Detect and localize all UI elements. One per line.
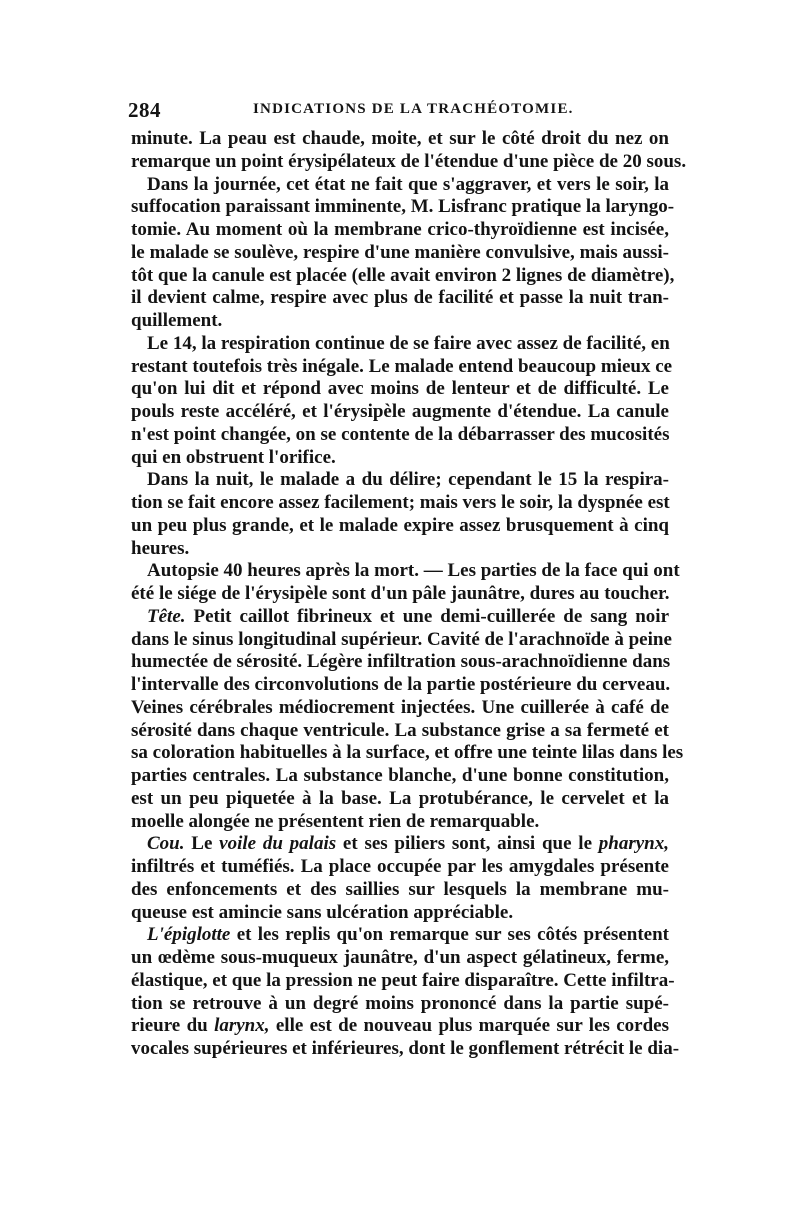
text-line	[131, 1038, 680, 1061]
text-line	[131, 378, 669, 401]
text-line	[131, 788, 669, 811]
text-line	[131, 515, 669, 538]
text-segment: tion se fait encore assez facilement; mais vers le soir, la dyspnée est	[131, 492, 670, 513]
text-segment: tomie. Au moment où la membrane crico-thyroïdienne est incisée,	[131, 219, 669, 240]
text-line	[131, 492, 669, 515]
text-segment: Autopsie 40 heures après la mort. — Les parties de la face qui ont	[147, 560, 680, 582]
text-line	[131, 969, 675, 993]
text-segment: Petit caillot fibrineux et une demi-cuillerée de sang noir	[185, 605, 669, 627]
text-segment: le malade se soulève, respire d'une manière convulsive, mais aussi-	[131, 241, 669, 263]
italic-text-segment: L'épiglotte	[147, 924, 231, 946]
text-segment: un œdème sous-muqueux jaunâtre, d'un aspect gélatineux, ferme,	[131, 947, 669, 968]
running-head: INDICATIONS DE LA TRACHÉOTOMIE.	[253, 101, 574, 117]
text-segment: Le 14, la respiration continue de se faire avec assez de facilité, en	[147, 332, 670, 354]
text-segment: quillement.	[131, 310, 223, 331]
text-segment: elle est de nouveau plus marquée sur les cordes	[269, 1015, 670, 1037]
text-segment: humectée de sérosité. Légère infiltration sous-arachnoïdienne dans	[131, 651, 671, 673]
text-segment: été le siége de l'érysipèle sont d'un pâle jaunâtre, dures au toucher.	[131, 583, 670, 604]
text-segment: des enfoncements et des saillies sur lesquels la membrane mu-	[131, 878, 669, 900]
text-line	[131, 742, 684, 765]
text-line	[131, 242, 669, 265]
text-segment: tion se retrouve à un degré moins prononcé dans la partie supé-	[131, 992, 669, 1014]
text-segment: n'est point changée, on se contente de la débarrasser des mucosités	[131, 423, 670, 445]
text-segment: vocales supérieures et inférieures, dont le gonflement rétrécit le dia-	[131, 1038, 680, 1059]
text-segment: sérosité dans chaque ventricule. La substance grise a sa fermeté et	[131, 719, 669, 741]
text-segment: qui en obstruent l'orifice.	[131, 446, 336, 468]
text-segment: et les replis qu'on remarque sur ses côtés présentent	[230, 924, 669, 946]
text-line	[131, 628, 672, 652]
text-line	[131, 811, 669, 834]
italic-text-segment: pharynx,	[598, 833, 669, 855]
text-segment: tôt que la canule est placée (elle avait environ 2 lignes de diamètre),	[131, 264, 675, 286]
text-segment: élastique, et que la pression ne peut faire disparaître. Cette infiltra-	[131, 969, 675, 991]
text-line	[131, 583, 669, 606]
text-line	[131, 902, 669, 925]
text-line	[131, 310, 669, 333]
text-segment: remarque un point érysipélateux de l'étendue d'une pièce de 20 sous.	[131, 150, 687, 172]
text-segment: heures.	[131, 537, 190, 559]
text-line	[131, 469, 669, 492]
text-line	[131, 287, 669, 310]
text-line	[131, 697, 669, 720]
text-line	[131, 833, 669, 856]
text-line	[131, 993, 669, 1016]
text-line	[131, 879, 669, 902]
text-line	[131, 401, 669, 424]
text-line	[131, 651, 669, 674]
italic-text-segment: Cou.	[147, 833, 185, 855]
italic-text-segment: Tête.	[147, 605, 186, 627]
text-segment: est un peu piquetée à la base. La protubérance, le cervelet et la	[131, 787, 669, 809]
text-line	[131, 196, 675, 219]
text-line	[131, 219, 669, 242]
text-line	[131, 538, 669, 561]
text-line	[131, 333, 669, 356]
text-segment: et ses piliers sont, ainsi que le	[336, 833, 599, 855]
text-segment: restant toutefois très inégale. Le malade entend beaucoup mieux ce	[131, 355, 673, 377]
text-line	[131, 355, 673, 379]
text-segment: Dans la journée, cet état ne fait que s'aggraver, et vers le soir, la	[147, 173, 669, 195]
text-segment: queuse est amincie sans ulcération appréciable.	[131, 901, 514, 923]
text-segment: Dans la nuit, le malade a du délire; cependant le 15 la respira-	[147, 469, 669, 491]
text-segment: dans le sinus longitudinal supérieur. Cavité de l'arachnoïde à peine	[131, 628, 672, 650]
text-line	[131, 424, 669, 447]
text-segment: rieure du	[131, 1015, 215, 1037]
text-segment: sa coloration habituelles à la surface, et offre une teinte lilas dans les	[131, 742, 684, 764]
text-segment: infiltrés et tuméfiés. La place occupée par les amygdales présente	[131, 856, 669, 877]
text-segment: suffocation paraissant imminente, M. Lisfranc pratique la laryngo-	[131, 196, 675, 218]
italic-text-segment: larynx,	[214, 1015, 270, 1037]
text-line	[131, 447, 669, 470]
text-line	[131, 674, 669, 697]
text-segment: parties centrales. La substance blanche, d'une bonne constitution,	[131, 765, 669, 786]
text-line	[131, 606, 669, 629]
page-header	[128, 98, 668, 124]
text-segment: l'intervalle des circonvolutions de la partie postérieure du cerveau.	[131, 674, 671, 695]
body-text	[131, 128, 687, 1061]
text-line	[131, 720, 669, 743]
text-line	[131, 150, 687, 174]
text-segment: moelle alongée ne présentent rien de remarquable.	[131, 810, 540, 832]
text-segment: qu'on lui dit et répond avec moins de lenteur et de difficulté. Le	[131, 378, 669, 400]
page-number: 284	[128, 98, 161, 122]
text-line	[131, 924, 669, 947]
text-segment: pouls reste accéléré, et l'érysipèle augmente d'étendue. La canule	[131, 401, 669, 422]
text-segment: un peu plus grande, et le malade expire assez brusquement à cinq	[131, 514, 669, 536]
text-segment: il devient calme, respire avec plus de facilité et passe la nuit tran-	[131, 287, 669, 309]
text-segment: minute. La peau est chaude, moite, et sur le côté droit du nez on	[131, 128, 669, 149]
text-line	[131, 128, 669, 151]
text-line	[131, 947, 669, 970]
italic-text-segment: voile du palais	[219, 833, 337, 855]
text-line	[131, 174, 669, 197]
text-segment: Le	[184, 833, 220, 855]
text-line	[131, 264, 675, 288]
text-line	[131, 856, 669, 879]
text-line	[131, 765, 669, 788]
text-segment: Veines cérébrales médiocrement injectées. Une cuillerée à café de	[131, 696, 669, 718]
text-line	[131, 1015, 669, 1038]
text-line	[131, 560, 680, 583]
